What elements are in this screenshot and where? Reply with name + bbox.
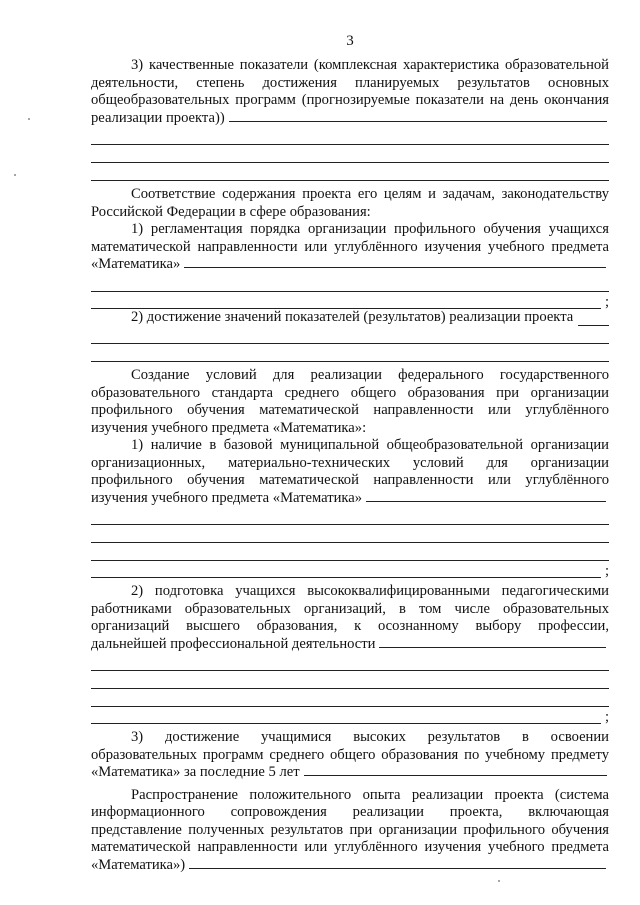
correspondence-item-regulation: 1) регламентация порядка организации профильного обучения учащихся математической направленности или углублённого изучения учебного предмета «Математика»	[91, 221, 609, 272]
blank-line[interactable]	[91, 326, 609, 344]
blank-line[interactable]	[91, 163, 609, 181]
conditions-item-teachers: 2) подготовка учащихся высококвалифицированными педагогическими работниками образовательных организаций, в том числе образовательных организаций высшего образования, к осознанному выбору профессии, дальнейшей профессиональной деятельности	[91, 583, 609, 652]
blank-line[interactable]	[91, 543, 609, 561]
blank-line[interactable]	[91, 344, 609, 362]
dissemination-paragraph: Распространение положительного опыта реализации проекта (система информационного сопровождения реализации проекта, включающая представление полученных результатов при организации профильного обучения математической направленности или углублённого изучения учебного предмета «Математика»)	[91, 786, 609, 873]
blank-line[interactable]	[91, 689, 609, 707]
blank-fill[interactable]	[189, 867, 606, 869]
conditions-item-achievements: 3) достижение учащимися высоких результатов в освоении образовательных программ среднего общего образования по учебному предмету «Математика» за последние 5 лет	[91, 729, 609, 780]
blank-fill[interactable]	[184, 266, 606, 268]
correspondence-item-results: 2) достижение значений показателей (результатов) реализации проекта	[91, 309, 609, 327]
page-number: 3	[346, 33, 354, 49]
correspondence-intro: Соответствие содержания проекта его целям и задачам, законодательству Российской Федерации в сфере образования:	[91, 186, 609, 220]
blank-fill[interactable]	[229, 120, 607, 122]
blank-line[interactable]	[91, 653, 609, 671]
item-quality-indicators: 3) качественные показатели (комплексная характеристика образовательной деятельности, степень достижения планируемых результатов основных общеобразовательных программ (прогнозируемые показатели на день окончания реализации проекта))	[91, 57, 609, 126]
blank-line[interactable]	[91, 127, 609, 145]
blank-fill[interactable]	[304, 774, 607, 776]
blank-line[interactable]	[91, 671, 609, 689]
blank-line[interactable]	[91, 507, 609, 525]
blank-line-semicolon[interactable]: ;	[91, 292, 609, 309]
blank-line-semicolon[interactable]: ;	[91, 707, 609, 724]
conditions-intro: Создание условий для реализации федерального государственного образовательного стандарта среднего общего образования при организации профильного обучения математической направленности или углублённого изучения учебного предмета «Математика»:	[91, 367, 609, 436]
blank-line[interactable]	[91, 145, 609, 163]
blank-line[interactable]	[91, 525, 609, 543]
blank-fill[interactable]	[379, 646, 606, 648]
conditions-item-infrastructure: 1) наличие в базовой муниципальной общеобразовательной организации организационных, материально-технических условий для организации профильного обучения математической направленности или углублённого изучения учебного предмета «Математика»	[91, 437, 609, 506]
form-body	[91, 57, 609, 874]
blank-line-semicolon[interactable]: ;	[91, 561, 609, 578]
blank-fill[interactable]	[366, 500, 606, 502]
blank-fill[interactable]	[578, 313, 609, 326]
blank-line[interactable]	[91, 274, 609, 292]
